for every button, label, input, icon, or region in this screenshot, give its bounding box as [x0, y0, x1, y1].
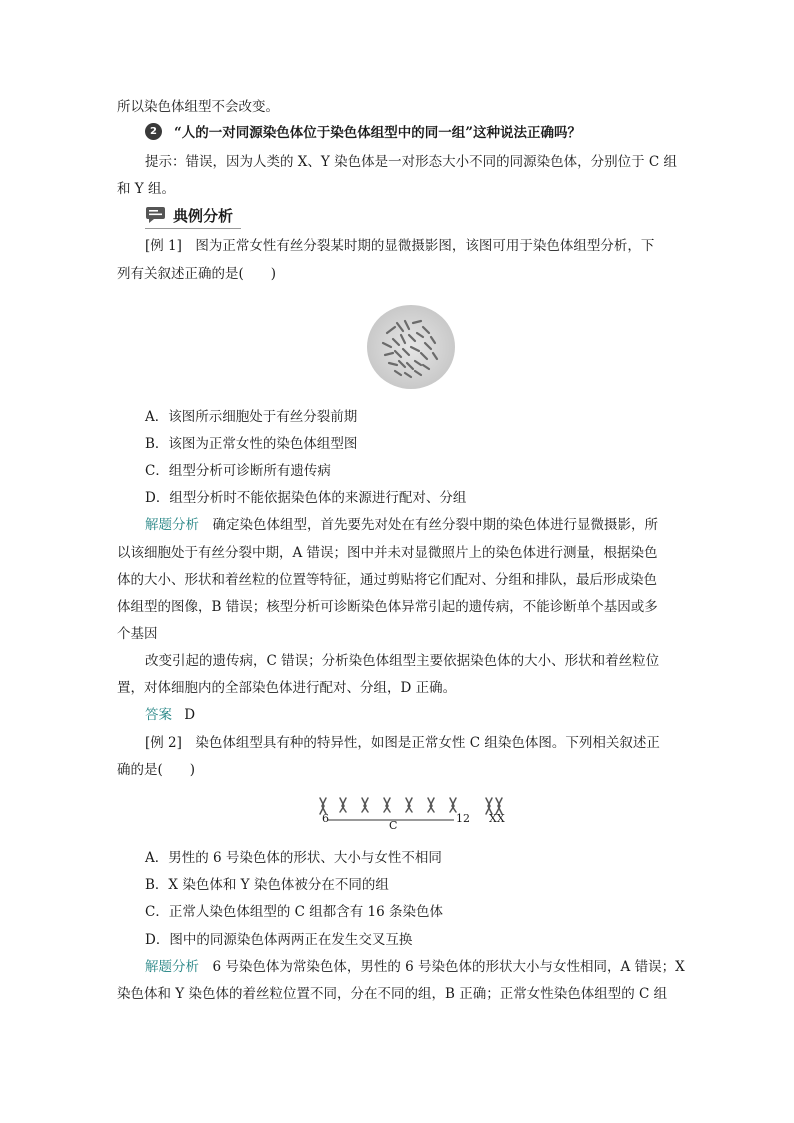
option-b: B．X 染色体和 Y 染色体被分在不同的组: [145, 877, 389, 893]
text-line: 所以染色体组型不会改变。: [117, 99, 279, 115]
karyotype-label-c: C: [389, 819, 398, 832]
analysis-text: 个基因: [117, 626, 158, 642]
option-a: A．该图所示细胞处于有丝分裂前期: [145, 409, 358, 425]
hint-line: 提示：错误，因为人类的 X、Y 染色体是一对形态大小不同的同源染色体，分别位于 C 组: [145, 154, 678, 170]
analysis-text: 体的大小、形状和着丝粒的位置等特征，通过剪贴将它们配对、分组和排队，最后形成染色: [117, 572, 657, 588]
analysis-label: 解题分析: [145, 959, 199, 975]
option-c: C．组型分析可诊断所有遗传病: [145, 463, 331, 479]
analysis-text: 体组型的图像，B 错误；核型分析可诊断染色体异常引起的遗传病，不能诊断单个基因或多: [117, 599, 658, 615]
analysis-text: 6 号染色体为常染色体，男性的 6 号染色体的形状大小与女性相同，A 错误；X: [199, 959, 685, 975]
question-number-badge: 2: [145, 123, 162, 140]
example-stem: [例 1] 图为正常女性有丝分裂某时期的显微摄影图，该图可用于染色体组型分析，下: [145, 238, 655, 254]
karyotype-label-6: 6: [322, 812, 329, 825]
option-a: A．男性的 6 号染色体的形状、大小与女性不相同: [145, 850, 442, 866]
example-stem: 确的是( ): [117, 762, 196, 778]
heading-divider: [145, 228, 241, 229]
answer-value: D: [184, 707, 196, 723]
option-d: D．图中的同源染色体两两正在发生交叉互换: [145, 932, 413, 948]
analysis-text: 改变引起的遗传病，C 错误；分析染色体组型主要依据染色体的大小、形状和着丝粒位: [145, 653, 660, 669]
analysis-text: 置，对体细胞内的全部染色体进行配对、分组，D 正确。: [117, 680, 457, 696]
analysis-text: 以该细胞处于有丝分裂中期，A 错误；图中并未对显微照片上的染色体进行测量，根据染色: [117, 545, 658, 561]
option-c: C．正常人染色体组型的 C 组都含有 16 条染色体: [145, 904, 444, 920]
question-text: “人的一对同源染色体位于染色体组型中的同一组”这种说法正确吗？: [174, 125, 582, 141]
option-d: D．组型分析时不能依据染色体的来源进行配对、分组: [145, 490, 467, 506]
karyotype-figure: [318, 790, 518, 830]
example-stem: 列有关叙述正确的是( ): [117, 266, 277, 282]
option-b: B．该图为正常女性的染色体组型图: [145, 436, 358, 452]
analysis-text: 确定染色体组型，首先要先对处在有丝分裂中期的染色体进行显微摄影，所: [199, 517, 658, 533]
hint-line: 和 Y 组。: [117, 181, 175, 197]
speech-bubble-icon: [145, 206, 167, 224]
section-heading: 典例分析: [173, 207, 234, 225]
answer-label: 答案: [145, 707, 172, 723]
karyotype-label-12: 12: [456, 812, 470, 825]
analysis-label: 解题分析: [145, 517, 199, 533]
karyotype-label-xx: XX: [489, 812, 505, 825]
analysis-text: 染色体和 Y 染色体的着丝粒位置不同，分在不同的组，B 正确；正常女性染色体组型的 C 组: [117, 986, 668, 1002]
micrograph-image: [365, 303, 457, 391]
example-stem: [例 2] 染色体组型具有种的特异性，如图是正常女性 C 组染色体图。下列相关叙述正: [145, 735, 660, 751]
